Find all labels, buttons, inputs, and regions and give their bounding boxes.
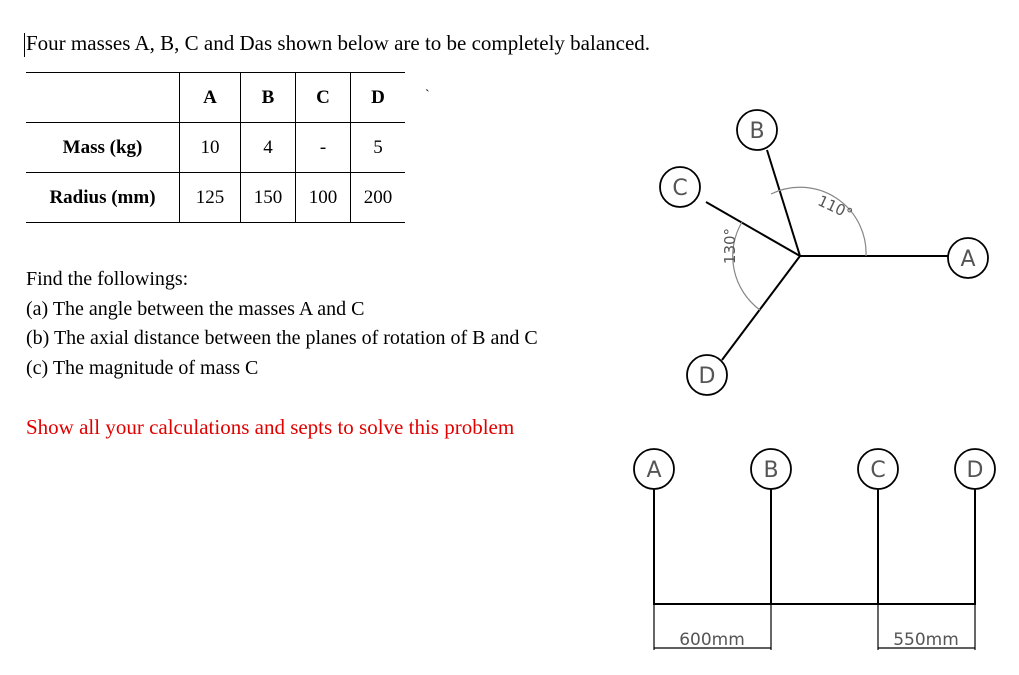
question-a: (a) The angle between the masses A and C [26,297,365,320]
arc-110 [771,187,866,256]
stray-mark: ` [425,88,430,103]
plane-a-label: A [646,458,662,483]
cell-radius-c: 100 [296,173,351,223]
label-c: C [672,176,688,201]
angle-110-label: 110° [814,191,856,224]
angle-130-label: 130° [721,227,739,265]
axial-labels [646,458,983,650]
dim-ab-label: 600mm [679,630,745,650]
problem-title: Four masses A, B, C and Das shown below are to be completely balanced. [26,31,651,55]
row-label-radius: Radius (mm) [26,173,180,223]
angular-labels [672,119,975,389]
angular-position-diagram [660,110,988,395]
table-header-d: D [351,73,406,123]
plane-b-label: B [763,458,779,483]
table-header-c: C [296,73,351,123]
plane-c-label: C [870,458,886,483]
table-header-b: B [241,73,296,123]
label-d: D [698,364,716,389]
question-b: (b) The axial distance between the planes of rotation of B and C [26,327,538,349]
cell-mass-c: - [296,123,351,173]
cell-mass-b: 4 [241,123,296,173]
table-header-a: A [180,73,241,123]
plane-d-label: D [966,458,984,483]
instruction-note: Show all your calculations and septs to solve this problem [26,415,515,439]
axial-position-diagram [634,449,995,650]
questions-intro: Find the followings: [26,268,189,290]
label-a: A [960,247,976,272]
dim-cd-label: 550mm [893,630,959,650]
arm-d [722,256,800,360]
cell-mass-d: 5 [351,123,406,173]
cell-radius-b: 150 [241,173,296,223]
cell-mass-a: 10 [180,123,241,173]
cell-radius-d: 200 [351,173,406,223]
cell-radius-a: 125 [180,173,241,223]
row-label-mass: Mass (kg) [26,123,180,173]
question-c: (c) The magnitude of mass C [26,356,259,379]
label-b: B [749,119,765,144]
